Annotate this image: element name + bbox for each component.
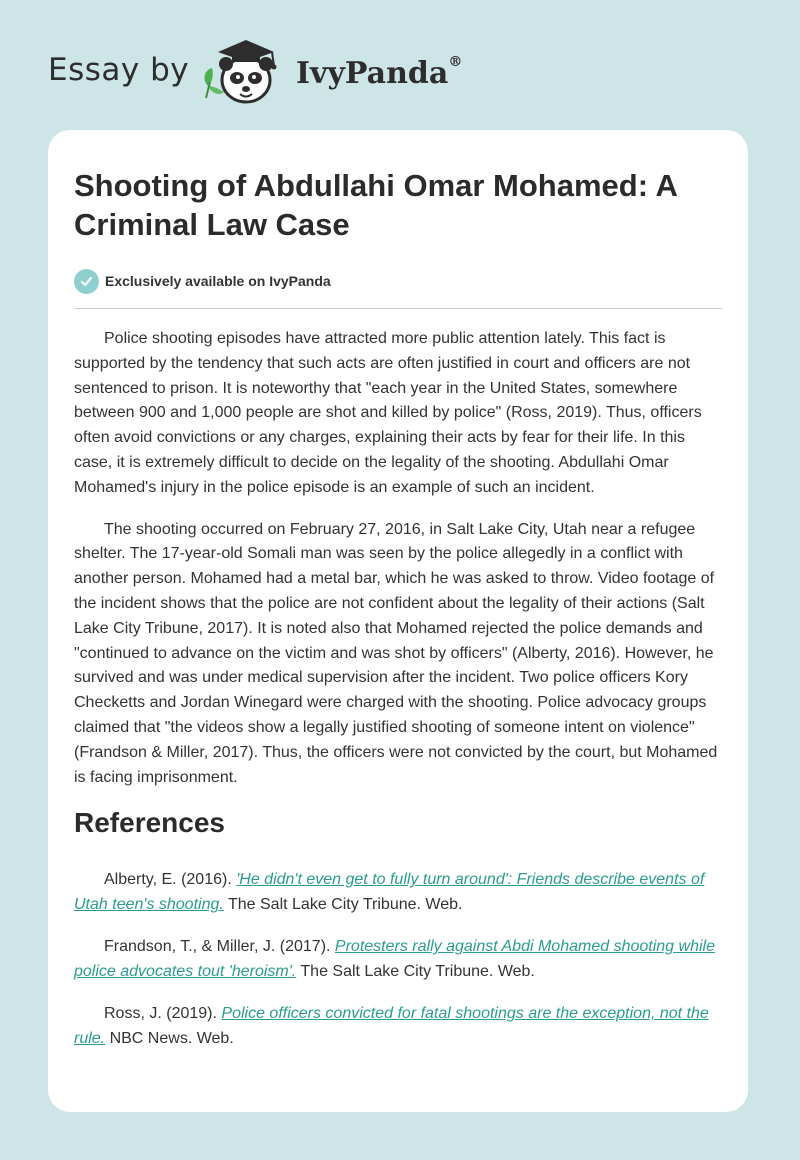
body-paragraph: The shooting occurred on February 27, 2016, in Salt Lake City, Utah near a refugee shelter. The 17-year-old Somali man was seen by the police allegedly in a conflict with another person. Mohamed had a metal bar, which he was asked to throw. Video footage of the incident shows that the police are not confident about the legality of their actions (Salt Lake City Tribune, 2017). It is noted also that Mohamed rejected the police demands and "continued to advance on the victim and was shot by officers" (Alberty, 2016). However, he survived and was under medical supervision after the incident. Two police officers Kory Checketts and Jordan Winegard were charged with the shooting. Police advocacy groups claimed that "the videos show a legally justified shooting of someone intent on violence" (Frandson & Miller, 2017). Thus, the officers were not convicted by the court, but Mohamed is facing imprisonment.	[74, 520, 718, 786]
brand-name[interactable]: IvyPanda®	[296, 54, 463, 91]
essay-card	[48, 130, 748, 1112]
check-icon	[74, 269, 99, 294]
reference-source: NBC News. Web.	[109, 1030, 234, 1048]
exclusive-badge	[74, 266, 722, 296]
body-paragraph: Police shooting episodes have attracted more public attention lately. This fact is supported by the tendency that such acts are often justified in court and officers are not sentenced to prison. It is noteworthy that "each year in the United States, somewhere between 900 and 1,000 people are shot and killed by police" (Ross, 2019). Thus, officers often avoid convictions or any charges, explaining their acts by fear for their life. In this case, it is extremely difficult to decide on the legality of the shooting. Abdullahi Omar Mohamed's injury in the police episode is an example of such an incident.	[74, 330, 702, 496]
reference-source: The Salt Lake City Tribune. Web.	[227, 896, 463, 914]
reference-item	[74, 934, 722, 984]
site-header	[0, 0, 800, 130]
reference-item	[74, 1001, 722, 1051]
reference-author: Alberty, E. (2016).	[104, 871, 232, 889]
panda-graduate-icon[interactable]	[198, 36, 290, 108]
references-heading: References	[74, 807, 225, 839]
divider	[74, 308, 722, 309]
reference-item	[74, 867, 722, 917]
reference-author: Frandson, T., & Miller, J. (2017).	[104, 938, 331, 956]
reference-author: Ross, J. (2019).	[104, 1005, 217, 1023]
reference-source: The Salt Lake City Tribune. Web.	[300, 963, 535, 981]
badge-text: Exclusively available on IvyPanda	[105, 273, 331, 289]
reference-link[interactable]: Police officers convicted for fatal shootings are the exception, not the rule.	[74, 1005, 709, 1048]
brand-prefix: Essay by	[48, 52, 190, 88]
reference-link[interactable]: 'He didn't even get to fully turn around': Friends describe events of Utah teen's shooting.	[74, 871, 705, 914]
essay-title: Shooting of Abdullahi Omar Mohamed: A Criminal Law Case	[74, 168, 677, 242]
reference-link[interactable]: Protesters rally against Abdi Mohamed shooting while police advocates tout 'heroism'.	[74, 938, 715, 981]
